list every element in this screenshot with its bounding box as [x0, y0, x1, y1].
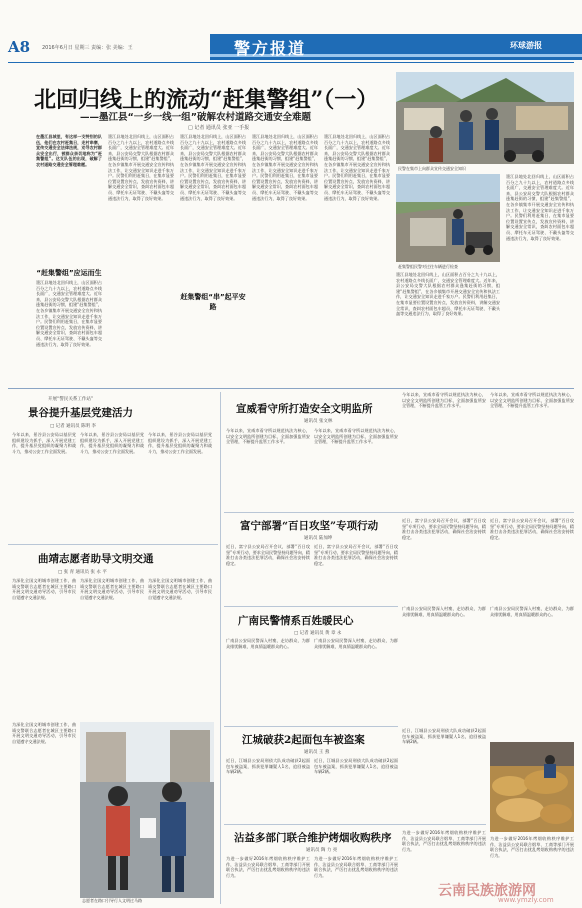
header-rule — [8, 62, 574, 63]
article7-byline: 通讯员 陶 力 亮 — [306, 848, 338, 853]
lead-heading-2: 赶集警组“串”起平安路 — [180, 293, 246, 311]
article5-col4: 广南县公安局民警深入村寨，走访群众，为群众排忧解难，用真情温暖群众的心。 — [490, 606, 574, 617]
article2-byline: 通讯员 张文林 — [304, 419, 333, 424]
rule-4 — [224, 726, 398, 727]
article7-title: 沾益多部门联合维护烤烟收购秩序 — [234, 832, 392, 844]
article6-col2: 近日，江城县公安局刑侦大队成功破获2起面包车被盗案，抓获犯罪嫌疑人1名，追回被盗车辆2辆。 — [314, 758, 398, 775]
photo-volunteers — [80, 722, 214, 898]
article6-title: 江城破获2起面包车被盗案 — [242, 734, 365, 746]
section-title: 警方报道 — [234, 39, 307, 58]
article5-col2: 广南县公安局民警深入村寨，走访群众，为群众排忧解难，用真情温暖群众的心。 — [314, 638, 398, 649]
photo3-caption: 志愿者在路口引导行人文明过马路 — [82, 898, 142, 903]
page-header — [0, 0, 582, 62]
column-separator — [220, 392, 221, 904]
article3-col3: 近日，富宁县公安局召开会议，部署“百日攻坚”专项行动，要求全局民警坚持问题导向，精准打击各类违法犯罪活动，确保社会治安持续稳定。 — [402, 518, 486, 540]
article5-col1: 广南县公安局民警深入村寨，走访群众，为群众排忧解难，用真情温暖群众的心。 — [226, 638, 310, 649]
lead-col-3: 墨江县地处北回归线上，山区面积占百分之九十九以上，农村道路点多线长面广，交通安全管理难度大。近年来，县公安局交警大队根据农村群众逢集赶街的习惯，组建“赶集警组”，在各乡镇集市开展交通安全宣传和执法工作，让交通安全知识走进千家万户。民警们利用赶集日，在集市显要位置设置宣传点，发放宣传资料，讲解交通安全常识，查纠农村面包车超员、摩托车无证驾驶、不戴头盔等交通违法行为，取得了良好效果。 — [180, 134, 246, 201]
article6-byline: 通讯员 王 燕 — [304, 750, 330, 755]
photo-checkpoint — [396, 174, 500, 262]
article4-col2: 为深化全国文明城市创建工作，曲靖交警联合志愿者在城区主要路口开展文明交通劝导活动，引导市民自觉遵守交通法规。 — [80, 578, 144, 600]
article3-col4: 近日，富宁县公安局召开会议，部署“百日攻坚”专项行动，要求全局民警坚持问题导向，精准打击各类违法犯罪活动，确保社会治安持续稳定。 — [490, 518, 574, 540]
article7-col4: 为进一步做好2016年烤烟收购秩序维护工作，沾益县公安局联合烟草、工商等部门开展联合执法，严厉打击扰乱烤烟收购秩序的违法行为。 — [490, 836, 574, 858]
section-tag: 环球游报 — [510, 41, 542, 50]
article1-byline: □ 记者 通讯员 陈明 李 — [50, 424, 96, 429]
lead-intro: 在墨江县城里，有这样一支特别的队伍，他们在农村赶集日，走村串寨，宣传交通安全法律法规，劝导农村群众安全出行，被群众亲切地称为“赶集警组”。这支队伍的出现，破解了农村道路交通安全管理难题。 — [36, 134, 102, 167]
lead-subtitle: ——墨江县“一乡一线一组”破解农村道路交通安全难题 — [80, 112, 311, 123]
photo1-caption: 民警在集市上向群众宣传交通安全知识 — [398, 166, 466, 171]
rule-2 — [224, 512, 574, 513]
article3-col2: 近日，富宁县公安局召开会议，部署“百日攻坚”专项行动，要求全局民警坚持问题导向，精准打击各类违法犯罪活动，确保社会治安持续稳定。 — [314, 544, 398, 566]
article3-col1: 近日，富宁县公安局召开会议，部署“百日攻坚”专项行动，要求全局民警坚持问题导向，精准打击各类违法犯罪活动，确保社会治安持续稳定。 — [226, 544, 310, 566]
lead-col-7: 墨江县地处北回归线上，山区面积占百分之九十九以上，农村道路点多线长面广，交通安全管理难度大。近年来，县公安局交警大队根据农村群众逢集赶街的习惯，组建“赶集警组”，在各乡镇集市开展交通安全宣传和执法工作，让交通安全知识走进千家万户。民警们利用赶集日，在集市显要位置设置宣传点，发放宣传资料，讲解交通安全常识，查纠农村面包车超员、摩托车无证驾驶、不戴头盔等交通违法行为，取得了良好效果。 — [506, 174, 574, 241]
watermark-text: 云南民族旅游网 — [438, 883, 536, 899]
page-number: A8 — [8, 38, 31, 56]
article2-col2: 今年以来，宣威市看守所以规范执法为核心，以安全文明监所创建为目标，全面加强监所安全管理，不断提升监管工作水平。 — [314, 428, 398, 445]
watermark-url: www.ymzly.com — [498, 896, 554, 904]
lead-bottom-rule — [8, 388, 574, 389]
page-meta: 2016年6月日 星期三 责编：张 美编：王 — [42, 45, 133, 51]
article2-col1: 今年以来，宣威市看守所以规范执法为核心，以安全文明监所创建为目标，全面加强监所安全管理，不断提升监管工作水平。 — [226, 428, 310, 445]
article2-title: 宣威看守所打造安全文明监所 — [236, 403, 373, 415]
article4-col1: 为深化全国文明城市创建工作，曲靖交警联合志愿者在城区主要路口开展文明交通劝导活动，引导市民自觉遵守交通法规。 — [12, 578, 76, 600]
article1-col1: 今年以来，景谷县公安局以基层党组织建设为抓手，深入开展党建工作，提升基层党组织的凝聚力和战斗力，推动公安工作全面发展。 — [12, 432, 76, 454]
article7-col3: 为进一步做好2016年烤烟收购秩序维护工作，沾益县公安局联合烟草、工商等部门开展联合执法，严厉打击扰乱烤烟收购秩序的违法行为。 — [402, 830, 486, 852]
lead-heading-1: “赶集警组”应运而生 — [36, 269, 102, 277]
article7-col2: 为进一步做好2016年烤烟收购秩序维护工作，沾益县公安局联合烟草、工商等部门开展联合执法，严厉打击扰乱烤烟收购秩序的违法行为。 — [314, 856, 398, 878]
article3-byline: 通讯员 陆加坤 — [304, 536, 333, 541]
article7-col1: 为进一步做好2016年烤烟收购秩序维护工作，沾益县公安局联合烟草、工商等部门开展联合执法，严厉打击扰乱烤烟收购秩序的违法行为。 — [226, 856, 310, 878]
article3-title: 富宁部署“百日攻坚”专项行动 — [240, 520, 379, 532]
lead-col-5: 墨江县地处北回归线上，山区面积占百分之九十九以上，农村道路点多线长面广，交通安全管理难度大。近年来，县公安局交警大队根据农村群众逢集赶街的习惯，组建“赶集警组”，在各乡镇集市开展交通安全宣传和执法工作，让交通安全知识走进千家万户。民警们利用赶集日，在集市显要位置设置宣传点，发放宣传资料，讲解交通安全常识，查纠农村面包车超员、摩托车无证驾驶、不戴头盔等交通违法行为，取得了良好效果。 — [324, 134, 390, 201]
article1-col2: 今年以来，景谷县公安局以基层党组织建设为抓手，深入开展党建工作，提升基层党组织的凝聚力和战斗力，推动公安工作全面发展。 — [80, 432, 144, 454]
article5-byline: □ 记者 通讯员 黄 章 永 — [294, 631, 342, 636]
article6-col1: 近日，江城县公安局刑侦大队成功破获2起面包车被盗案，抓获犯罪嫌疑人1名，追回被盗车辆2辆。 — [226, 758, 310, 775]
article4-col3: 为深化全国文明城市创建工作，曲靖交警联合志愿者在城区主要路口开展文明交通劝导活动，引导市民自觉遵守交通法规。 — [148, 578, 212, 600]
lead-byline: □ 记者 通讯员 张亚 一手报 — [188, 125, 250, 131]
article5-title: 广南民警情系百姓暖民心 — [238, 615, 354, 627]
photo-tobacco — [490, 742, 574, 832]
article5-col3: 广南县公安局民警深入村寨，走访群众，为群众排忧解难，用真情温暖群众的心。 — [402, 606, 486, 617]
article4-col4: 为深化全国文明城市创建工作，曲靖交警联合志愿者在城区主要路口开展文明交通劝导活动，引导市民自觉遵守交通法规。 — [12, 722, 76, 744]
lead-col-4: 墨江县地处北回归线上，山区面积占百分之九十九以上，农村道路点多线长面广，交通安全管理难度大。近年来，县公安局交警大队根据农村群众逢集赶街的习惯，组建“赶集警组”，在各乡镇集市开展交通安全宣传和执法工作，让交通安全知识走进千家万户。民警们利用赶集日，在集市显要位置设置宣传点，发放宣传资料，讲解交通安全常识，查纠农村面包车超员、摩托车无证驾驶、不戴头盔等交通违法行为，取得了良好效果。 — [252, 134, 318, 201]
article1-title: 景谷提升基层党建活力 — [28, 407, 133, 419]
lead-col-6: 墨江县地处北回归线上，山区面积占百分之九十九以上，农村道路点多线长面广，交通安全管理难度大。近年来，县公安局交警大队根据农村群众逢集赶街的习惯，组建“赶集警组”，在各乡镇集市开展交通安全宣传和执法工作，让交通安全知识走进千家万户。民警们利用赶集日，在集市显要位置设置宣传点，发放宣传资料，讲解交通安全常识，查纠农村面包车超员、摩托车无证驾驶、不戴头盔等交通违法行为，取得了良好效果。 — [396, 272, 500, 317]
article4-byline: □ 张 青 通讯员 张 永 平 — [58, 570, 107, 575]
photo2-caption: 赶集警组民警对过往车辆进行检查 — [398, 264, 458, 269]
article6-col3: 近日，江城县公安局刑侦大队成功破获2起面包车被盗案，抓获犯罪嫌疑人1名，追回被盗车辆2辆。 — [402, 728, 486, 745]
rule-5 — [224, 824, 486, 825]
article4-title: 曲靖志愿者助导文明交通 — [38, 553, 154, 565]
article2-col3: 今年以来，宣威市看守所以规范执法为核心，以安全文明监所创建为目标，全面加强监所安全管理，不断提升监管工作水平。 — [402, 392, 486, 409]
article1-col3: 今年以来，景谷县公安局以基层党组织建设为抓手，深入开展党建工作，提升基层党组织的凝聚力和战斗力，推动公安工作全面发展。 — [148, 432, 212, 454]
lead-title: 北回归线上的流动“赶集警组”（一） — [34, 87, 379, 113]
photo-market-patrol — [396, 72, 574, 164]
article1-kicker: 开展“警民关系工作站” — [48, 397, 94, 402]
rule-3 — [224, 606, 398, 607]
lead-col-1: 墨江县地处北回归线上，山区面积占百分之九十九以上，农村道路点多线长面广，交通安全管理难度大。近年来，县公安局交警大队根据农村群众逢集赶街的习惯，组建“赶集警组”，在各乡镇集市开展交通安全宣传和执法工作，让交通安全知识走进千家万户。民警们利用赶集日，在集市显要位置设置宣传点，发放宣传资料，讲解交通安全常识，查纠农村面包车超员、摩托车无证驾驶、不戴头盔等交通违法行为，取得了良好效果。 — [36, 280, 102, 347]
rule-1 — [8, 544, 218, 545]
article2-col4: 今年以来，宣威市看守所以规范执法为核心，以安全文明监所创建为目标，全面加强监所安全管理，不断提升监管工作水平。 — [490, 392, 574, 409]
lead-col-2: 墨江县地处北回归线上，山区面积占百分之九十九以上，农村道路点多线长面广，交通安全管理难度大。近年来，县公安局交警大队根据农村群众逢集赶街的习惯，组建“赶集警组”，在各乡镇集市开展交通安全宣传和执法工作，让交通安全知识走进千家万户。民警们利用赶集日，在集市显要位置设置宣传点，发放宣传资料，讲解交通安全常识，查纠农村面包车超员、摩托车无证驾驶、不戴头盔等交通违法行为，取得了良好效果。 — [108, 134, 174, 201]
